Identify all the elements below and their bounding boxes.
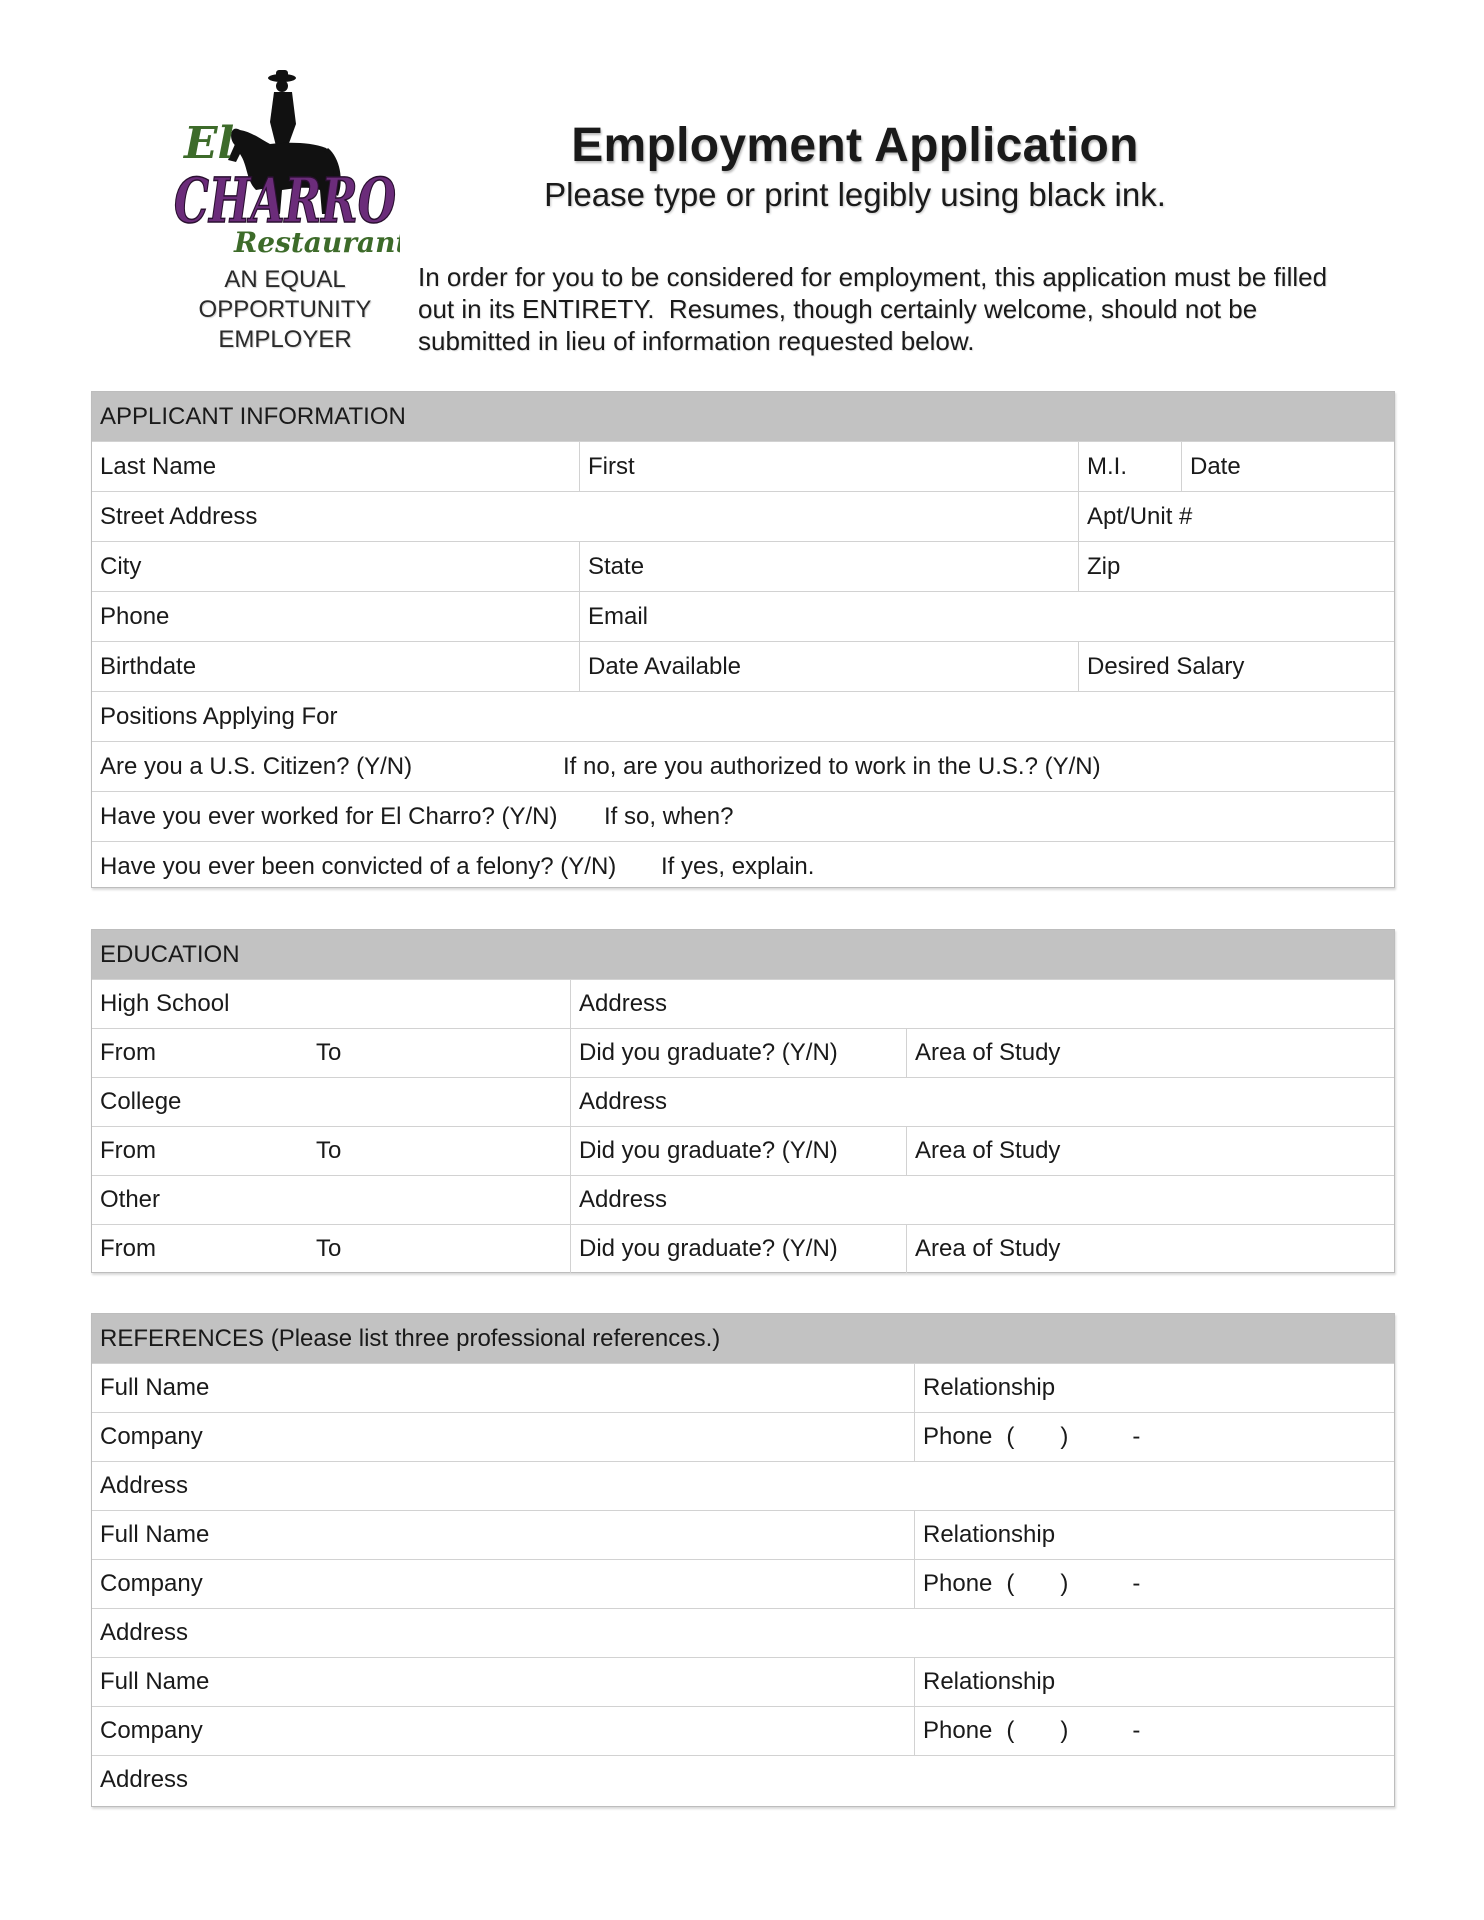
reference-phone-field[interactable] xyxy=(914,1707,1394,1755)
area-of-study-field[interactable]: Area of Study xyxy=(906,1127,1394,1175)
form-row xyxy=(92,1363,1394,1412)
form-row xyxy=(92,541,1394,591)
form-row xyxy=(92,1412,1394,1461)
school-address-field[interactable]: Address xyxy=(570,980,1394,1028)
form-row xyxy=(92,1077,1394,1126)
positions-field[interactable]: Positions Applying For xyxy=(100,702,338,730)
reference-address-field[interactable]: Address xyxy=(100,1766,189,1793)
section-header: REFERENCES (Please list three professional references.) xyxy=(92,1314,1394,1363)
reference-company-field[interactable]: Company xyxy=(100,1570,203,1597)
logo-line1: El xyxy=(184,118,235,169)
phone-paren-open: ( xyxy=(1006,1717,1015,1744)
reference-phone-field[interactable] xyxy=(914,1413,1394,1461)
eoe-line: OPPORTUNITY xyxy=(198,296,372,323)
date-available-field[interactable]: Date Available xyxy=(579,642,1078,691)
phone-field[interactable]: Phone xyxy=(100,602,170,630)
felony-explain-field[interactable]: If yes, explain. xyxy=(661,852,815,880)
phone-dash: - xyxy=(1132,1570,1141,1597)
form-row xyxy=(92,1510,1394,1559)
form-row xyxy=(92,1755,1394,1804)
college-field[interactable]: College xyxy=(100,1088,182,1115)
phone-paren-open: ( xyxy=(1006,1423,1015,1450)
phone-dash: - xyxy=(1132,1423,1141,1450)
other-school-field[interactable]: Other xyxy=(100,1186,161,1213)
phone-label: Phone xyxy=(923,1423,993,1450)
eoe-line: EMPLOYER xyxy=(218,326,352,353)
form-row xyxy=(92,591,1394,641)
reference-company-field[interactable]: Company xyxy=(100,1717,203,1744)
high-school-field[interactable]: High School xyxy=(100,990,230,1017)
logo-line2: CHARRO xyxy=(174,164,396,237)
reference-full-name-field[interactable]: Full Name xyxy=(100,1521,210,1548)
desired-salary-field[interactable]: Desired Salary xyxy=(1078,642,1394,691)
from-field[interactable]: From xyxy=(100,1039,156,1066)
el-charro-logo xyxy=(170,62,400,262)
middle-initial-field[interactable]: M.I. xyxy=(1078,442,1181,491)
education-section xyxy=(91,929,1395,1273)
intro-line: submitted in lieu of information requested below. xyxy=(418,326,975,356)
reference-company-field[interactable]: Company xyxy=(100,1423,203,1450)
intro-line: out in its ENTIRETY. Resumes, though certainly welcome, should not be xyxy=(418,294,1258,324)
worked-question[interactable]: Have you ever worked for El Charro? (Y/N) xyxy=(100,802,558,830)
intro-text xyxy=(418,261,1378,357)
to-field[interactable]: To xyxy=(316,1137,342,1164)
from-field[interactable]: From xyxy=(100,1137,156,1164)
area-of-study-field[interactable]: Area of Study xyxy=(906,1029,1394,1077)
last-name-field[interactable]: Last Name xyxy=(100,452,217,480)
phone-paren-close: ) xyxy=(1060,1423,1069,1450)
form-row xyxy=(92,979,1394,1028)
phone-paren-close: ) xyxy=(1060,1570,1069,1597)
reference-address-field[interactable]: Address xyxy=(100,1472,189,1499)
phone-paren-open: ( xyxy=(1006,1570,1015,1597)
reference-relationship-field[interactable]: Relationship xyxy=(914,1511,1394,1559)
city-field[interactable]: City xyxy=(100,552,142,580)
date-field[interactable]: Date xyxy=(1181,442,1394,491)
page-title: Employment Application xyxy=(571,119,1139,172)
section-header: APPLICANT INFORMATION xyxy=(92,392,1394,441)
section-header: EDUCATION xyxy=(92,930,1394,979)
form-row xyxy=(92,791,1394,841)
form-row xyxy=(92,1028,1394,1077)
form-row xyxy=(92,1657,1394,1706)
form-row xyxy=(92,841,1394,891)
form-row xyxy=(92,441,1394,491)
graduate-field[interactable]: Did you graduate? (Y/N) xyxy=(570,1029,906,1077)
applicant-information-section xyxy=(91,391,1395,888)
phone-paren-close: ) xyxy=(1060,1717,1069,1744)
equal-opportunity-label xyxy=(170,265,400,355)
form-row xyxy=(92,1224,1394,1273)
reference-full-name-field[interactable]: Full Name xyxy=(100,1668,210,1695)
reference-relationship-field[interactable]: Relationship xyxy=(914,1364,1394,1412)
form-row xyxy=(92,1461,1394,1510)
intro-line: In order for you to be considered for employment, this application must be filled xyxy=(418,262,1328,292)
form-row xyxy=(92,691,1394,741)
references-section xyxy=(91,1313,1395,1807)
area-of-study-field[interactable]: Area of Study xyxy=(906,1225,1394,1273)
worked-when-field[interactable]: If so, when? xyxy=(604,802,734,830)
reference-full-name-field[interactable]: Full Name xyxy=(100,1374,210,1401)
street-address-field[interactable]: Street Address xyxy=(100,502,258,530)
citizen-question[interactable]: Are you a U.S. Citizen? (Y/N) xyxy=(100,752,413,780)
reference-address-field[interactable]: Address xyxy=(100,1619,189,1646)
to-field[interactable]: To xyxy=(316,1039,342,1066)
form-row xyxy=(92,1706,1394,1755)
graduate-field[interactable]: Did you graduate? (Y/N) xyxy=(570,1127,906,1175)
zip-field[interactable]: Zip xyxy=(1078,542,1394,591)
reference-relationship-field[interactable]: Relationship xyxy=(914,1658,1394,1706)
school-address-field[interactable]: Address xyxy=(570,1078,1394,1126)
graduate-field[interactable]: Did you graduate? (Y/N) xyxy=(570,1225,906,1273)
phone-dash: - xyxy=(1132,1717,1141,1744)
horse-rider-icon xyxy=(170,62,400,262)
form-row xyxy=(92,1175,1394,1224)
form-row xyxy=(92,741,1394,791)
form-row xyxy=(92,1559,1394,1608)
phone-label: Phone xyxy=(923,1570,993,1597)
logo-line3: Restaurant xyxy=(234,226,400,259)
school-address-field[interactable]: Address xyxy=(570,1176,1394,1224)
from-field[interactable]: From xyxy=(100,1235,156,1262)
form-row xyxy=(92,1608,1394,1657)
email-field[interactable]: Email xyxy=(579,592,1394,641)
first-name-field[interactable]: First xyxy=(579,442,1078,491)
authorized-question[interactable]: If no, are you authorized to work in the U.S.? (Y/N) xyxy=(563,752,1101,780)
reference-phone-field[interactable] xyxy=(914,1560,1394,1608)
birthdate-field[interactable]: Birthdate xyxy=(100,652,197,680)
apt-unit-field[interactable]: Apt/Unit # xyxy=(1078,492,1394,541)
form-row xyxy=(92,491,1394,541)
form-row xyxy=(92,1126,1394,1175)
to-field[interactable]: To xyxy=(316,1235,342,1262)
page-subtitle: Please type or print legibly using black ink. xyxy=(544,176,1166,213)
form-row xyxy=(92,641,1394,691)
phone-label: Phone xyxy=(923,1717,993,1744)
felony-question[interactable]: Have you ever been convicted of a felony? (Y/N) xyxy=(100,852,617,880)
eoe-line: AN EQUAL xyxy=(224,266,346,293)
state-field[interactable]: State xyxy=(579,542,1078,591)
